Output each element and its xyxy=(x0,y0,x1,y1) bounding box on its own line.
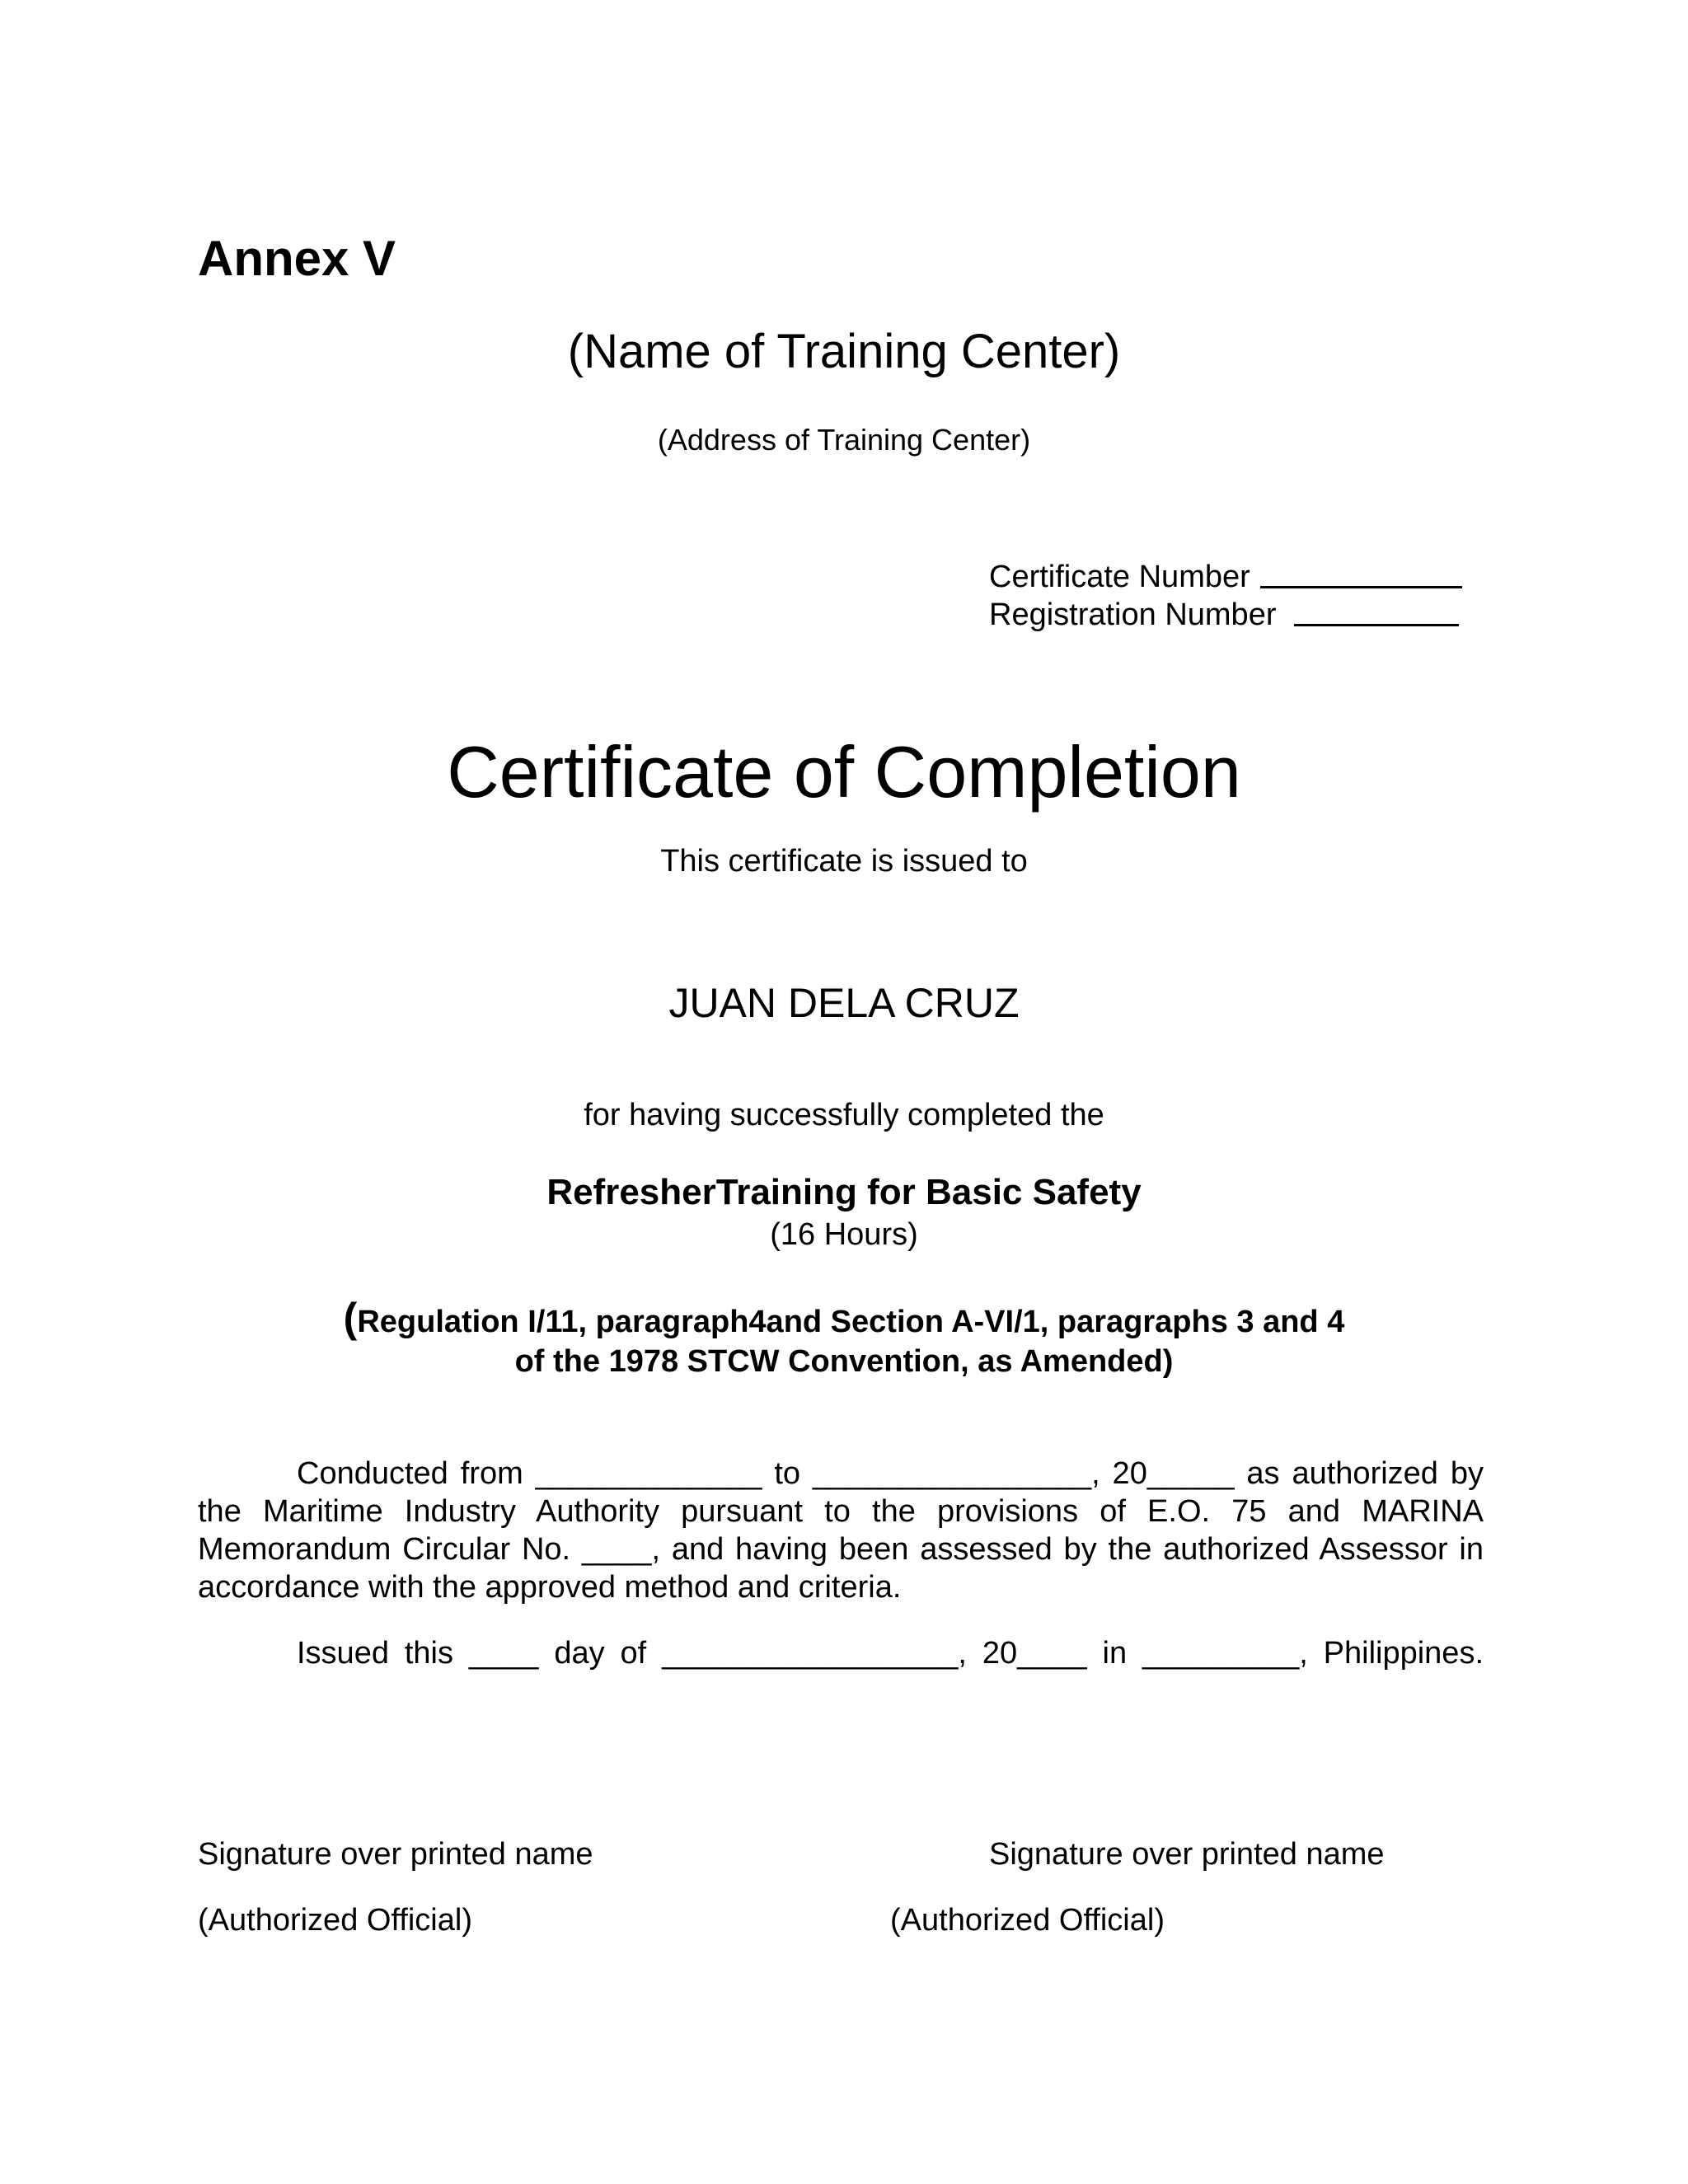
body-paragraph-text: Conducted from _____________ to ________________, 20_____ as authorized by the Maritime Industry Authority pursuant to the provisions of E.O. 75 and MARINA Memorandum Circular No. ____, and having been assessed by the authorized Assessor in accordance with the approved method and criteria. xyxy=(198,1456,1484,1605)
certificate-number-line xyxy=(989,558,1484,596)
issued-line xyxy=(198,1634,1484,1672)
issued-line-text: Issued this ____ day of _________________, 20____ in _________, Philippines. xyxy=(297,1636,1484,1671)
regulation-reference xyxy=(0,1295,1688,1381)
issued-to-text: This certificate is issued to xyxy=(660,844,1028,879)
certificate-numbers-block xyxy=(989,558,1484,634)
course-name: RefresherTraining for Basic Safety xyxy=(546,1172,1142,1212)
registration-number-blank xyxy=(1294,596,1459,626)
body-paragraph xyxy=(198,1455,1484,1606)
authorized-official-left: (Authorized Official) xyxy=(198,1903,472,1938)
training-center-address: (Address of Training Center) xyxy=(657,423,1031,457)
registration-number-label: Registration Number xyxy=(989,598,1277,632)
regulation-open-paren: ( xyxy=(343,1295,358,1341)
course-hours: (16 Hours) xyxy=(770,1217,918,1252)
regulation-line-1 xyxy=(0,1295,1688,1342)
registration-number-line xyxy=(989,596,1484,634)
certificate-number-blank xyxy=(1260,558,1462,588)
training-center-name: (Name of Training Center) xyxy=(567,325,1121,378)
regulation-line-1-text: Regulation I/11, paragraph4and Section A-VI/1, paragraphs 3 and 4 xyxy=(357,1305,1345,1339)
regulation-line-2: of the 1978 STCW Convention, as Amended) xyxy=(514,1344,1174,1379)
authorized-official-right: (Authorized Official) xyxy=(890,1903,1165,1938)
certificate-title: Certificate of Completion xyxy=(447,731,1241,813)
recipient-name: JUAN DELA CRUZ xyxy=(668,980,1020,1026)
annex-label: Annex V xyxy=(198,231,396,286)
certificate-number-label: Certificate Number xyxy=(989,560,1250,594)
completed-text: for having successfully completed the xyxy=(584,1098,1104,1132)
signature-label-right: Signature over printed name xyxy=(989,1837,1385,1872)
signature-label-left: Signature over printed name xyxy=(198,1837,593,1872)
